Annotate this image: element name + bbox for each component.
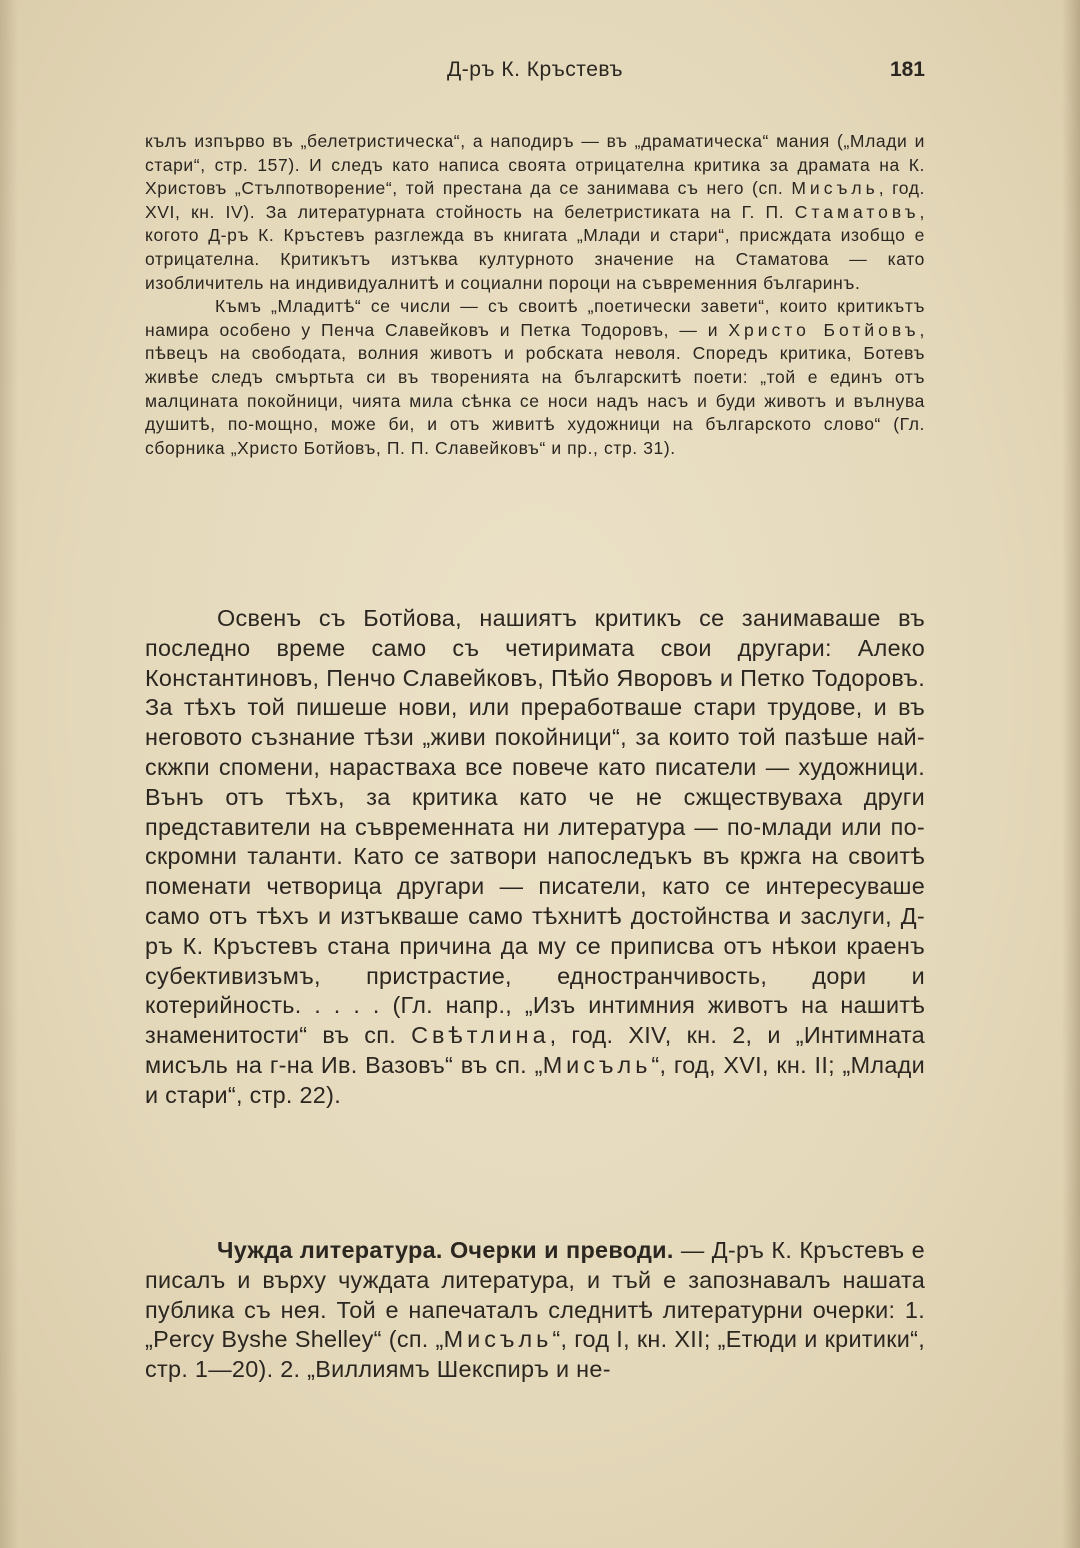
journal-title: Мисъль [791,178,879,199]
text-run: , год. XVI, кн. IV). За литературната стойность на белетристиката на Г. П. [145,178,925,222]
text-run: кълъ изпърво въ „белетристическа“, а наподиръ — въ „драматическа“ мания („Млади и стари“, стр. 157). И следъ като написа своята отрицателна критика за драмата на К. Христовъ „Стълпотворение“, той престана да се занимава съ него (сп. [145,131,925,199]
text-run: “, год I, кн. XII; „Етюди и критики“, стр. 1—20). 2. „Виллиямъ Шекспиръ и не- [145,1326,925,1383]
section-paragraph [145,1236,925,1385]
author-name: Стаматовъ [794,201,920,222]
section-foreign-literature [145,1236,925,1385]
page-edge-shadow-left [0,0,18,1548]
section-heading: Чужда литература. Очерки и преводи. [217,1237,674,1263]
page-number: 181 [889,58,925,81]
running-title: Д-ръ К. Кръстевъ [447,58,623,81]
small-paragraph [145,130,925,295]
journal-title: Мисъль [542,1051,652,1078]
text-run: , пѣвецъ на свободата, волния животъ и робската неволя. Споредъ критика, Ботевъ живѣе следъ смъртьта си въ творенията на българскитѣ поети: „той е единъ отъ малцината покойници, чията мила сѣнка се носи надъ насъ и буди животъ и вълнува душитѣ, по-мощно, може би, и отъ живитѣ художници на българското слово“ (Гл. сборника „Христо Ботйовъ, П. П. Славейковъ“ и пр., стр. 31). [145,319,925,458]
journal-title: Мисъль [443,1326,553,1353]
small-paragraph [145,295,925,460]
journal-title: Свѣтлина [411,1022,550,1049]
text-run: Освенъ съ Ботйова, нашиятъ критикъ се занимаваше въ последно време само съ четиримата свои другари: Алеко Константиновъ, Пенчо Славейковъ, Пѣйо Яворовъ и Петко Тодоровъ. За тѣхъ той пишеше нови, или преработваше стари трудове, и въ неговото съзнание тѣзи „живи покойници“, за които той пазѣше най-скжпи спомени, нарастваха все повече като писатели — художници. Вънъ отъ тѣхъ, за критика като че не сжществуваха други представители на съвременната ни литература — по-млади или по-скромни таланти. Като се затвори напоследъкъ въ кржга на своитѣ поменати четворица другари — писатели, като се интересуваше само отъ тѣхъ и изтъкваше само тѣхнитѣ достойнства и заслуги, Д-ръ К. Кръстевъ стана причина да му се приписва отъ нѣкои краенъ субективизъмъ, пристрастие, едностранчивость, дори и котерийность. . . . . (Гл. напр., „Изъ интимния животъ на нашитѣ знаменитости“ въ сп. [145,605,925,1049]
main-text-block [145,604,925,1111]
author-name: Христо Ботйовъ [728,319,920,340]
main-paragraph [145,604,925,1111]
text-run: “, год, XVI, кн. II; „Млади и стари“, стр. 22). [145,1051,925,1108]
page-edge-shadow-right [1062,0,1080,1548]
text-run: , год. XIV, кн. 2, и „Интимната мисъль на г-на Ив. Вазовъ“ въ сп. „ [145,1022,925,1078]
text-run: , когото Д-ръ К. Кръстевъ разглежда въ книгата „Млади и стари“, присждата изобщо е отрицателна. Критикътъ изтъква културното значение на Стаматова — като изобличитель на индивидуалнитѣ и социални пороци на съвременния българинъ. [145,201,925,293]
text-run: — Д-ръ К. Кръстевъ е писалъ и върху чуждата литература, и тъй е запознавалъ нашата публика съ нея. Той е напечаталъ следнитѣ литературни очерки: 1. „Percy Byshe Shelley“ (сп. „ [145,1237,925,1353]
small-print-block [145,130,925,460]
page-header [145,58,925,90]
text-run: Къмъ „Младитѣ“ се числи — съ своитѣ „поетически завети“, които критикътъ намира особено у Пенча Славейковъ и Петка Тодоровъ, — и [145,296,925,340]
